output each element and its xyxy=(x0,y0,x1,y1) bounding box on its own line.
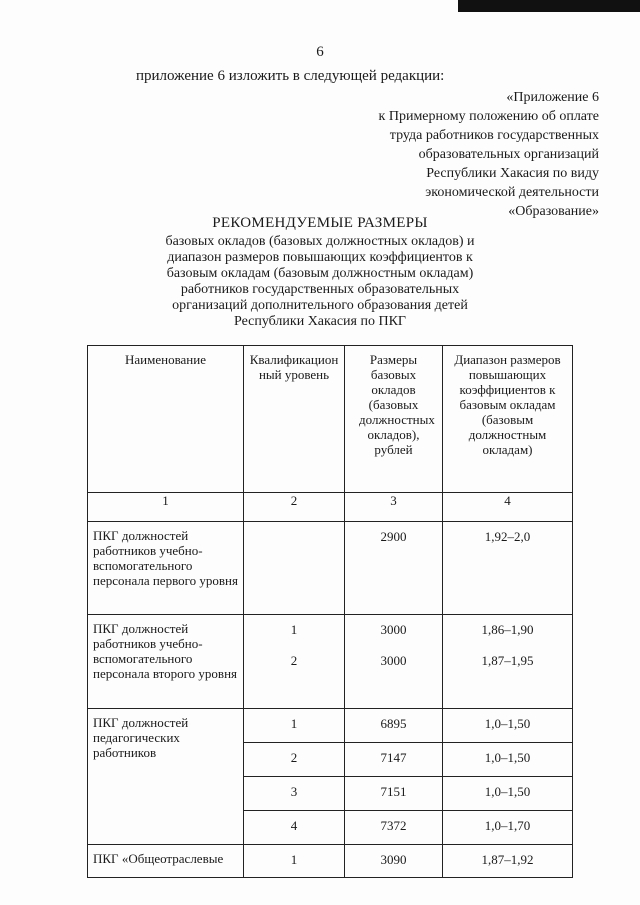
range-cell: 1,87–1,95 xyxy=(443,646,573,709)
level-cell: 2 xyxy=(244,646,345,709)
appendix-note xyxy=(379,88,599,221)
group-name: ПКГ должностей работников учебно-вспомогательного персонала второго уровня xyxy=(88,615,244,709)
appendix-line: труда работников государственных xyxy=(389,128,599,143)
table-header-row xyxy=(88,346,573,493)
scan-artifact-bar xyxy=(458,0,640,12)
column-number-row xyxy=(88,493,573,522)
appendix-line: Республики Хакасия по виду xyxy=(426,166,599,181)
group-name: ПКГ должностей работников учебно-вспомогательного персонала первого уровня xyxy=(88,522,244,615)
level-cell xyxy=(244,522,345,615)
appendix-line: образовательных организаций xyxy=(418,147,599,162)
salary-table xyxy=(87,345,573,878)
level-cell: 3 xyxy=(244,777,345,811)
range-cell: 1,0–1,70 xyxy=(443,811,573,845)
range-cell: 1,87–1,92 xyxy=(443,845,573,878)
title-line: базовых окладов (базовых должностных окладов) и xyxy=(165,234,475,249)
group-name: ПКГ должностей педагогических работников xyxy=(88,709,244,845)
level-cell: 2 xyxy=(244,743,345,777)
document-title xyxy=(0,215,640,330)
table-row xyxy=(88,522,573,615)
range-cell: 1,92–2,0 xyxy=(443,522,573,615)
table-row xyxy=(88,615,573,647)
column-number: 2 xyxy=(244,493,345,522)
page-number: 6 xyxy=(316,44,324,60)
title-line: организаций дополнительного образования детей xyxy=(172,298,468,313)
salary-cell: 2900 xyxy=(345,522,443,615)
title-line: Республики Хакасия по ПКГ xyxy=(233,314,407,329)
title-line: базовым окладам (базовым должностным окладам) xyxy=(166,266,474,281)
table-row xyxy=(88,845,573,878)
range-cell: 1,0–1,50 xyxy=(443,777,573,811)
appendix-line: к Примерному положению об оплате xyxy=(378,109,599,124)
header-name: Наименование xyxy=(88,346,244,493)
title-line: работников государственных образовательных xyxy=(180,282,460,297)
level-cell: 4 xyxy=(244,811,345,845)
range-cell: 1,0–1,50 xyxy=(443,743,573,777)
salary-cell: 6895 xyxy=(345,709,443,743)
salary-cell: 3000 xyxy=(345,615,443,647)
appendix-line: «Приложение 6 xyxy=(506,90,599,105)
level-cell: 1 xyxy=(244,615,345,647)
title-heading: РЕКОМЕНДУЕМЫЕ РАЗМЕРЫ xyxy=(212,215,428,231)
salary-cell: 3090 xyxy=(345,845,443,878)
range-cell: 1,0–1,50 xyxy=(443,709,573,743)
column-number: 1 xyxy=(88,493,244,522)
table-row xyxy=(88,709,573,743)
level-cell: 1 xyxy=(244,709,345,743)
group-name: ПКГ «Общеотраслевые xyxy=(88,845,244,878)
title-line: диапазон размеров повышающих коэффициентов к xyxy=(167,250,473,265)
appendix-line: экономической деятельности xyxy=(425,185,599,200)
range-cell: 1,86–1,90 xyxy=(443,615,573,647)
salary-cell: 7372 xyxy=(345,811,443,845)
intro-text: приложение 6 изложить в следующей редакции: xyxy=(136,68,445,84)
header-range: Диапазон размеров повышающих коэффициентов к базовым окладам (базовым должностным окладам) xyxy=(443,346,573,493)
column-number: 3 xyxy=(345,493,443,522)
appendix-line: «Образование» xyxy=(508,204,599,219)
salary-cell: 7147 xyxy=(345,743,443,777)
column-number: 4 xyxy=(443,493,573,522)
header-level: Квалификацион ный уровень xyxy=(244,346,345,493)
salary-cell: 3000 xyxy=(345,646,443,709)
salary-cell: 7151 xyxy=(345,777,443,811)
level-cell: 1 xyxy=(244,845,345,878)
header-salary: Размеры базовых окладов (базовых должностных окладов), рублей xyxy=(345,346,443,493)
